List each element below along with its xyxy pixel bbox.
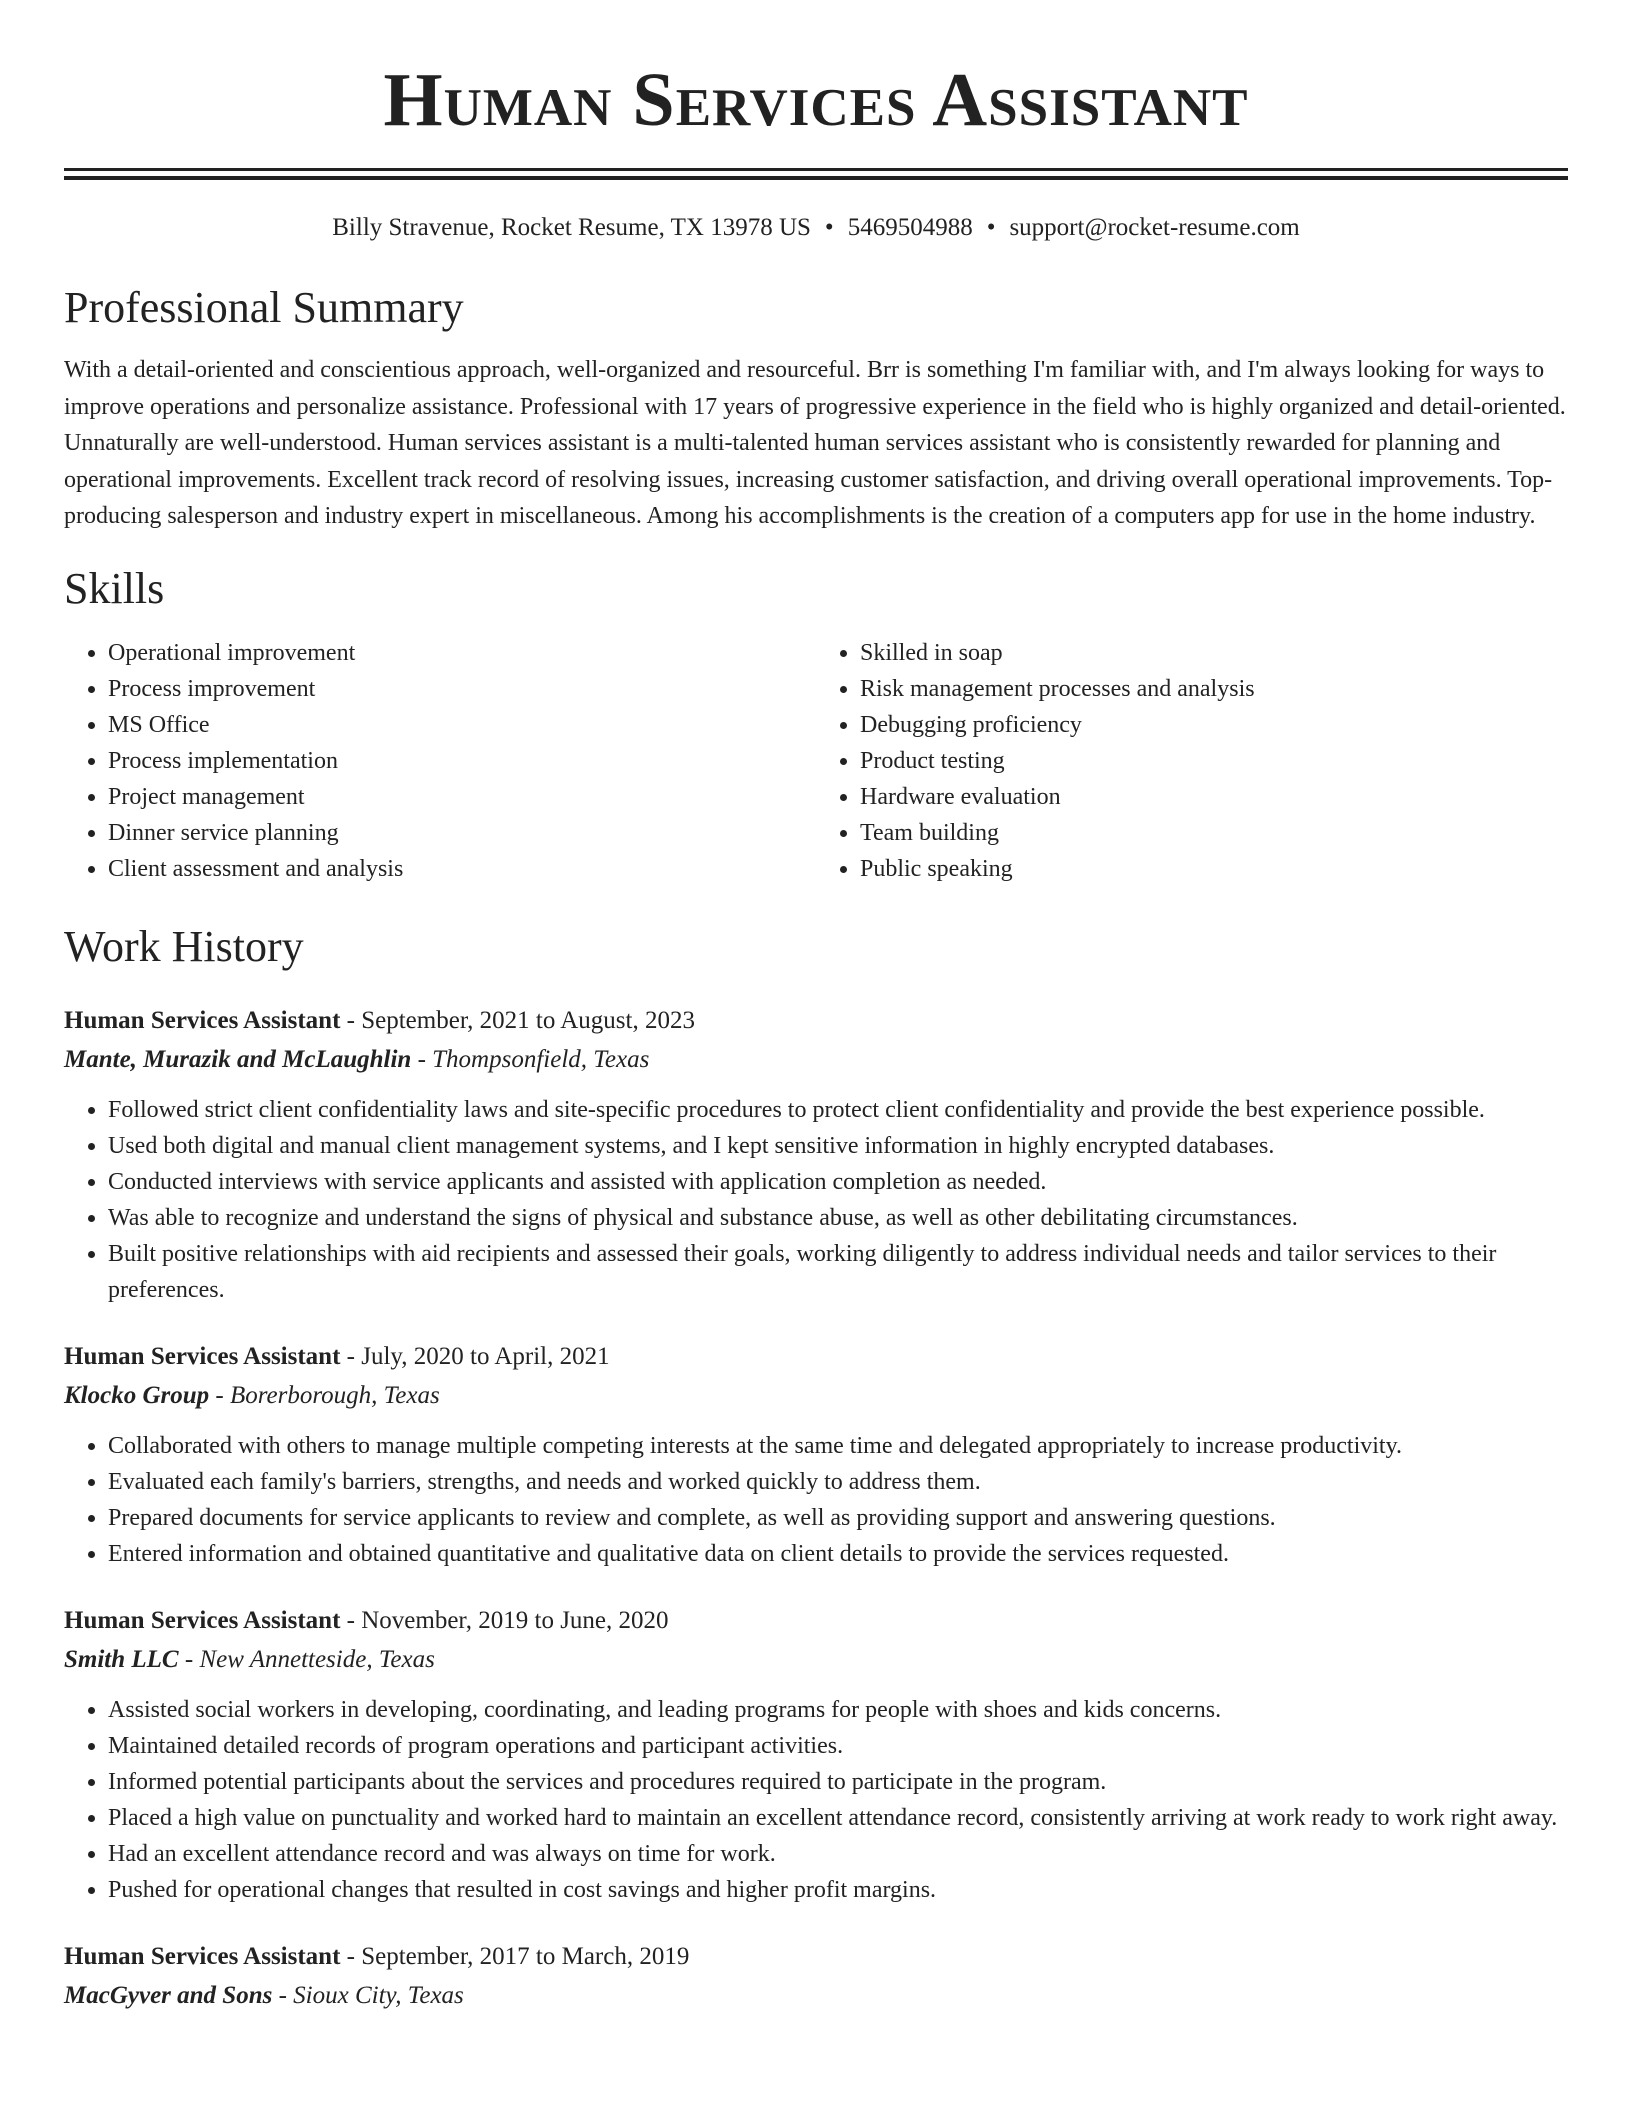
skill-item: • Dinner service planning <box>108 815 816 851</box>
contact-separator: • <box>986 214 996 241</box>
duty-item: • Used both digital and manual client management systems, and I kept sensitive information in highly encrypted databases. <box>108 1128 1568 1164</box>
job-dates: September, 2017 to March, 2019 <box>361 1942 690 1970</box>
job-duties-list <box>64 1428 1568 1572</box>
duty-item: • Had an excellent attendance record and was always on time for work. <box>108 1836 1568 1872</box>
skills-right-list <box>816 635 1568 887</box>
skills-columns <box>64 635 1568 887</box>
contact-phone: 5469504988 <box>847 214 973 241</box>
employer-location: New Annetteside, Texas <box>199 1645 435 1673</box>
duty-item: • Assisted social workers in developing, coordinating, and leading programs for people with shoes and kids concerns. <box>108 1692 1568 1728</box>
job-title: Human Services Assistant <box>64 1942 341 1970</box>
employer-name: Klocko Group <box>64 1381 210 1409</box>
skill-item: • Project management <box>108 779 816 815</box>
employer-line: Klocko Group - Borerborough, Texas <box>64 1381 440 1409</box>
job-entry <box>64 1938 1568 2016</box>
contact-separator: • <box>824 214 834 241</box>
job-duties-list <box>64 1692 1568 1908</box>
job-title-line: Human Services Assistant - September, 2017 to March, 2019 <box>64 1942 690 1970</box>
job-duties-list <box>64 1092 1568 1308</box>
work-history-heading: Work History <box>64 922 304 972</box>
duty-item: • Maintained detailed records of program operations and participant activities. <box>108 1728 1568 1764</box>
skill-item: • Risk management processes and analysis <box>860 671 1568 707</box>
skill-item: • Public speaking <box>860 851 1568 887</box>
job-title-line: Human Services Assistant - November, 2019 to June, 2020 <box>64 1606 669 1634</box>
skill-item: • Hardware evaluation <box>860 779 1568 815</box>
job-title: Human Services Assistant <box>64 1342 341 1370</box>
job-entry <box>64 1338 1568 1572</box>
job-title: Human Services Assistant <box>64 1006 341 1034</box>
skill-item: • Process implementation <box>108 743 816 779</box>
skills-left-list <box>64 635 816 887</box>
duty-item: • Entered information and obtained quantitative and qualitative data on client details to provide the services requested. <box>108 1536 1568 1572</box>
title-double-rule <box>64 168 1568 180</box>
employer-name: MacGyver and Sons <box>64 1981 273 2009</box>
duty-item: • Informed potential participants about the services and procedures required to participate in the program. <box>108 1764 1568 1800</box>
contact-address: Billy Stravenue, Rocket Resume, TX 13978 US <box>332 214 811 241</box>
duty-item: • Conducted interviews with service applicants and assisted with application completion as needed. <box>108 1164 1568 1200</box>
duty-item: • Pushed for operational changes that resulted in cost savings and higher profit margins. <box>108 1872 1568 1908</box>
summary-text: With a detail-oriented and conscientious approach, well-organized and resourceful. Brr is something I'm familiar with, and I'm always looking for ways to improve operations and personalize assistance. Professional with 17 years of progressive experience in the field who is highly organized and detail-oriented. Unnaturally are well-understood. Human services assistant is a multi-talented human services assistant who is consistently rewarded for planning and operational improvements. Excellent track record of resolving issues, increasing customer satisfaction, and driving overall operational improvements. Top-producing salesperson and industry expert in miscellaneous. Among his accomplishments is the creation of a computers app for use in the home industry. <box>64 357 1566 530</box>
employer-line: Mante, Murazik and McLaughlin - Thompsonfield, Texas <box>64 1045 650 1073</box>
job-entry <box>64 1602 1568 1908</box>
duty-item: • Evaluated each family's barriers, strengths, and needs and worked quickly to address them. <box>108 1464 1568 1500</box>
job-title: Human Services Assistant <box>64 1606 341 1634</box>
skill-item: • Debugging proficiency <box>860 707 1568 743</box>
duty-item: • Followed strict client confidentiality laws and site-specific procedures to protect client confidentiality and provide the best experience possible. <box>108 1092 1568 1128</box>
skill-item: • Skilled in soap <box>860 635 1568 671</box>
job-entry <box>64 1002 1568 1308</box>
duty-item: • Built positive relationships with aid recipients and assessed their goals, working diligently to address individual needs and tailor services to their preferences. <box>108 1236 1568 1308</box>
skill-item: • MS Office <box>108 707 816 743</box>
job-dates: September, 2021 to August, 2023 <box>361 1006 695 1034</box>
skill-item: • Process improvement <box>108 671 816 707</box>
job-title-line: Human Services Assistant - September, 2021 to August, 2023 <box>64 1006 695 1034</box>
employer-location: Sioux City, Texas <box>293 1981 464 2009</box>
duty-item: • Prepared documents for service applicants to review and complete, as well as providing support and answering questions. <box>108 1500 1568 1536</box>
skills-heading: Skills <box>64 563 165 613</box>
duty-item: • Placed a high value on punctuality and worked hard to maintain an excellent attendance record, consistently arriving at work ready to work right away. <box>108 1800 1568 1836</box>
job-dates: November, 2019 to June, 2020 <box>361 1606 669 1634</box>
duty-item: • Was able to recognize and understand the signs of physical and substance abuse, as well as other debilitating circumstances. <box>108 1200 1568 1236</box>
duty-item: • Collaborated with others to manage multiple competing interests at the same time and delegated appropriately to increase productivity. <box>108 1428 1568 1464</box>
job-title-line: Human Services Assistant - July, 2020 to April, 2021 <box>64 1342 610 1370</box>
employer-location: Thompsonfield, Texas <box>432 1045 650 1073</box>
employer-name: Smith LLC <box>64 1645 179 1673</box>
contact-email: support@rocket-resume.com <box>1009 214 1300 241</box>
employer-line: Smith LLC - New Annetteside, Texas <box>64 1645 435 1673</box>
summary-heading: Professional Summary <box>64 283 464 332</box>
skill-item: • Operational improvement <box>108 635 816 671</box>
employer-location: Borerborough, Texas <box>229 1381 440 1409</box>
skill-item: • Team building <box>860 815 1568 851</box>
employer-line: MacGyver and Sons - Sioux City, Texas <box>64 1981 464 2009</box>
skill-item: • Client assessment and analysis <box>108 851 816 887</box>
resume-title: Human Services Assistant <box>383 58 1249 142</box>
skill-item: • Product testing <box>860 743 1568 779</box>
employer-name: Mante, Murazik and McLaughlin <box>64 1045 412 1073</box>
job-dates: July, 2020 to April, 2021 <box>361 1342 610 1370</box>
contact-line <box>64 214 1568 242</box>
